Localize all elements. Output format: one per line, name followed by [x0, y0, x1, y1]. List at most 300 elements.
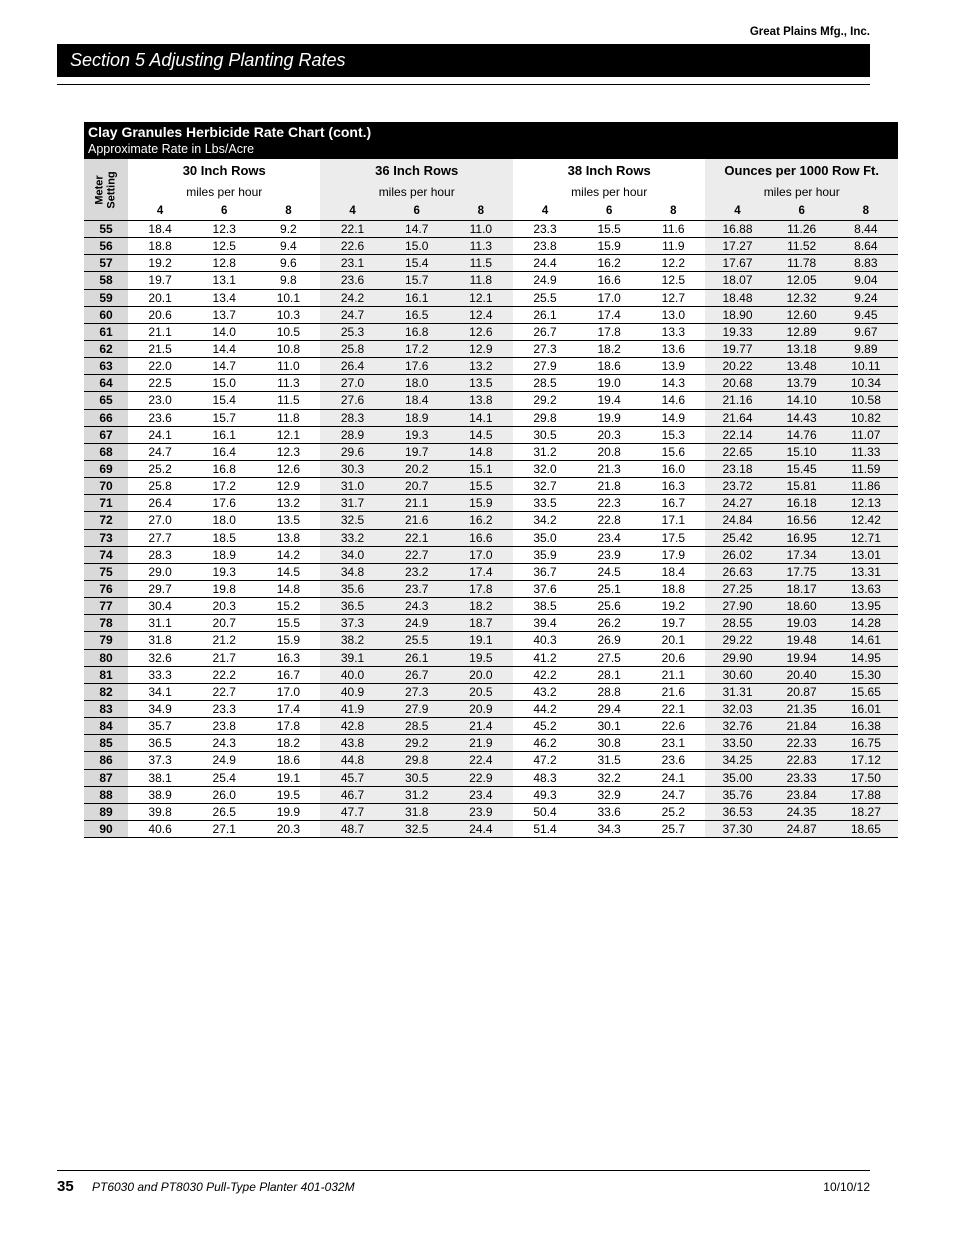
rate-cell: 12.3	[256, 443, 320, 460]
rate-cell: 28.5	[385, 718, 449, 735]
rate-cell: 30.8	[577, 735, 641, 752]
rate-cell: 26.63	[705, 563, 769, 580]
rate-cell: 18.27	[834, 803, 898, 820]
rate-cell: 15.0	[192, 375, 256, 392]
rate-cell: 21.16	[705, 392, 769, 409]
rate-cell: 23.33	[770, 769, 834, 786]
rate-cell: 13.79	[770, 375, 834, 392]
meter-setting-cell: 84	[84, 718, 128, 735]
rate-cell: 26.2	[577, 615, 641, 632]
rate-cell: 25.1	[577, 580, 641, 597]
rate-cell: 25.42	[705, 529, 769, 546]
rate-cell: 38.9	[128, 786, 192, 803]
rate-cell: 17.34	[770, 546, 834, 563]
rate-cell: 15.3	[641, 426, 705, 443]
rate-cell: 13.95	[834, 598, 898, 615]
rate-cell: 30.1	[577, 718, 641, 735]
table-row	[84, 803, 898, 820]
table-row	[84, 598, 898, 615]
rate-cell: 17.5	[641, 529, 705, 546]
meter-setting-cell: 63	[84, 358, 128, 375]
meter-setting-cell: 62	[84, 340, 128, 357]
rate-cell: 24.27	[705, 495, 769, 512]
meter-setting-cell: 65	[84, 392, 128, 409]
rate-cell: 47.7	[320, 803, 384, 820]
rate-cell: 11.5	[256, 392, 320, 409]
rate-cell: 34.25	[705, 752, 769, 769]
rate-cell: 19.8	[192, 580, 256, 597]
rate-cell: 23.18	[705, 460, 769, 477]
meter-setting-cell: 75	[84, 563, 128, 580]
meter-setting-cell: 78	[84, 615, 128, 632]
rate-cell: 24.3	[385, 598, 449, 615]
rate-cell: 11.07	[834, 426, 898, 443]
table-row	[84, 426, 898, 443]
rate-cell: 29.2	[385, 735, 449, 752]
rate-cell: 15.2	[256, 598, 320, 615]
rate-cell: 13.2	[449, 358, 513, 375]
rate-cell: 20.68	[705, 375, 769, 392]
rate-cell: 23.6	[128, 409, 192, 426]
rate-cell: 9.04	[834, 272, 898, 289]
rate-cell: 16.4	[192, 443, 256, 460]
rate-cell: 31.5	[577, 752, 641, 769]
table-row	[84, 718, 898, 735]
rate-cell: 29.8	[513, 409, 577, 426]
rate-cell: 12.5	[192, 238, 256, 255]
chart-subtitle: Approximate Rate in Lbs/Acre	[88, 142, 255, 156]
rate-cell: 13.5	[256, 512, 320, 529]
rate-cell: 18.4	[385, 392, 449, 409]
rate-cell: 18.7	[449, 615, 513, 632]
rate-cell: 17.6	[192, 495, 256, 512]
rate-cell: 23.9	[449, 803, 513, 820]
meter-setting-cell: 85	[84, 735, 128, 752]
rate-cell: 17.50	[834, 769, 898, 786]
rate-cell: 10.58	[834, 392, 898, 409]
rate-cell: 26.1	[385, 649, 449, 666]
group-header-38-inch: 38 Inch Rows	[567, 163, 651, 178]
table-row	[84, 700, 898, 717]
rate-cell: 22.7	[192, 683, 256, 700]
rate-cell: 17.0	[577, 289, 641, 306]
rate-cell: 13.1	[192, 272, 256, 289]
rate-cell: 13.18	[770, 340, 834, 357]
section-title: Section 5 Adjusting Planting Rates	[57, 44, 870, 77]
rate-cell: 14.3	[641, 375, 705, 392]
rate-cell: 14.6	[641, 392, 705, 409]
section-divider	[57, 84, 870, 85]
table-row	[84, 769, 898, 786]
rate-cell: 30.4	[128, 598, 192, 615]
rate-cell: 24.9	[192, 752, 256, 769]
rate-cell: 21.6	[641, 683, 705, 700]
rate-cell: 18.0	[192, 512, 256, 529]
rate-cell: 38.2	[320, 632, 384, 649]
rate-cell: 11.86	[834, 478, 898, 495]
rate-cell: 20.2	[385, 460, 449, 477]
meter-setting-cell: 58	[84, 272, 128, 289]
rate-cell: 9.6	[256, 255, 320, 272]
rate-cell: 16.18	[770, 495, 834, 512]
rate-cell: 17.4	[577, 306, 641, 323]
rate-cell: 15.6	[641, 443, 705, 460]
rate-cell: 11.78	[770, 255, 834, 272]
rate-cell: 11.8	[449, 272, 513, 289]
rate-cell: 41.2	[513, 649, 577, 666]
meter-setting-cell: 64	[84, 375, 128, 392]
rate-cell: 22.9	[449, 769, 513, 786]
rate-cell: 22.2	[192, 666, 256, 683]
rate-cell: 37.30	[705, 820, 769, 837]
rate-cell: 22.6	[320, 238, 384, 255]
rate-cell: 15.4	[192, 392, 256, 409]
rate-cell: 32.5	[320, 512, 384, 529]
rate-cell: 16.8	[385, 323, 449, 340]
table-row	[84, 735, 898, 752]
rate-cell: 33.5	[513, 495, 577, 512]
rate-cell: 16.75	[834, 735, 898, 752]
rate-cell: 24.9	[513, 272, 577, 289]
table-row	[84, 478, 898, 495]
rate-cell: 14.5	[256, 563, 320, 580]
rate-cell: 12.8	[192, 255, 256, 272]
rate-cell: 27.3	[385, 683, 449, 700]
rate-cell: 14.28	[834, 615, 898, 632]
rate-cell: 19.0	[577, 375, 641, 392]
rate-cell: 25.8	[320, 340, 384, 357]
page-number: 35	[57, 1178, 74, 1195]
table-row	[84, 340, 898, 357]
rate-cell: 21.84	[770, 718, 834, 735]
rate-cell: 14.4	[192, 340, 256, 357]
rate-cell: 12.71	[834, 529, 898, 546]
speed-header: 4	[320, 201, 384, 221]
rate-cell: 10.5	[256, 323, 320, 340]
rate-cell: 23.7	[385, 580, 449, 597]
rate-cell: 20.9	[449, 700, 513, 717]
rate-cell: 24.7	[128, 443, 192, 460]
rate-cell: 19.9	[256, 803, 320, 820]
rate-cell: 12.05	[770, 272, 834, 289]
rate-cell: 14.0	[192, 323, 256, 340]
rate-cell: 33.3	[128, 666, 192, 683]
rate-cell: 32.03	[705, 700, 769, 717]
rate-cell: 34.1	[128, 683, 192, 700]
rate-cell: 18.90	[705, 306, 769, 323]
rate-cell: 20.6	[641, 649, 705, 666]
rate-cell: 25.2	[128, 460, 192, 477]
rate-cell: 12.1	[449, 289, 513, 306]
rate-cell: 17.27	[705, 238, 769, 255]
rate-cell: 49.3	[513, 786, 577, 803]
meter-setting-cell: 87	[84, 769, 128, 786]
speed-header: 6	[577, 201, 641, 221]
rate-cell: 28.9	[320, 426, 384, 443]
rate-cell: 31.8	[128, 632, 192, 649]
rate-cell: 15.7	[385, 272, 449, 289]
rate-cell: 21.1	[128, 323, 192, 340]
rate-cell: 22.1	[385, 529, 449, 546]
group-header-ounces: Ounces per 1000 Row Ft.	[705, 159, 898, 182]
rate-table-body	[84, 221, 898, 838]
rate-cell: 19.1	[256, 769, 320, 786]
rate-cell: 11.8	[256, 409, 320, 426]
table-row	[84, 272, 898, 289]
rate-cell: 10.34	[834, 375, 898, 392]
rate-cell: 14.7	[385, 221, 449, 238]
rate-cell: 30.60	[705, 666, 769, 683]
table-row	[84, 443, 898, 460]
speed-header: 4	[513, 201, 577, 221]
rate-cell: 9.45	[834, 306, 898, 323]
rate-cell: 39.1	[320, 649, 384, 666]
rate-cell: 35.7	[128, 718, 192, 735]
rate-cell: 13.01	[834, 546, 898, 563]
rate-cell: 15.1	[449, 460, 513, 477]
meter-setting-cell: 56	[84, 238, 128, 255]
rate-cell: 10.82	[834, 409, 898, 426]
table-row	[84, 221, 898, 238]
rate-cell: 14.9	[641, 409, 705, 426]
rate-cell: 21.2	[192, 632, 256, 649]
rate-cell: 16.01	[834, 700, 898, 717]
rate-cell: 22.3	[577, 495, 641, 512]
table-row	[84, 255, 898, 272]
rate-cell: 29.2	[513, 392, 577, 409]
rate-cell: 19.1	[449, 632, 513, 649]
rate-cell: 28.3	[320, 409, 384, 426]
rate-cell: 19.7	[128, 272, 192, 289]
rate-cell: 27.9	[385, 700, 449, 717]
rate-cell: 37.6	[513, 580, 577, 597]
rate-cell: 26.7	[513, 323, 577, 340]
rate-cell: 20.0	[449, 666, 513, 683]
rate-cell: 15.9	[577, 238, 641, 255]
rate-cell: 38.1	[128, 769, 192, 786]
rate-cell: 23.6	[641, 752, 705, 769]
rate-cell: 45.7	[320, 769, 384, 786]
rate-cell: 20.87	[770, 683, 834, 700]
rate-cell: 16.6	[577, 272, 641, 289]
rate-cell: 11.9	[641, 238, 705, 255]
group-header-36-inch: 36 Inch Rows	[320, 159, 512, 182]
rate-cell: 30.5	[513, 426, 577, 443]
table-row	[84, 392, 898, 409]
rate-cell: 8.64	[834, 238, 898, 255]
rate-cell: 32.5	[385, 820, 449, 837]
rate-cell: 19.2	[128, 255, 192, 272]
meter-setting-cell: 66	[84, 409, 128, 426]
rate-cell: 46.2	[513, 735, 577, 752]
rate-cell: 42.8	[320, 718, 384, 735]
rate-cell: 17.75	[770, 563, 834, 580]
rate-cell: 15.5	[256, 615, 320, 632]
meter-label-line1: Meter	[94, 174, 106, 205]
meter-setting-cell: 60	[84, 306, 128, 323]
rate-cell: 11.59	[834, 460, 898, 477]
rate-cell: 11.3	[256, 375, 320, 392]
meter-setting-cell: 69	[84, 460, 128, 477]
rate-cell: 9.24	[834, 289, 898, 306]
rate-cell: 14.95	[834, 649, 898, 666]
rate-cell: 28.5	[513, 375, 577, 392]
rate-cell: 16.1	[192, 426, 256, 443]
chart-title: Clay Granules Herbicide Rate Chart (cont.)	[88, 124, 372, 140]
meter-setting-cell: 68	[84, 443, 128, 460]
rate-cell: 15.81	[770, 478, 834, 495]
rate-cell: 15.45	[770, 460, 834, 477]
rate-cell: 46.7	[320, 786, 384, 803]
rate-cell: 34.3	[577, 820, 641, 837]
rate-cell: 18.48	[705, 289, 769, 306]
rate-cell: 12.6	[256, 460, 320, 477]
rate-cell: 20.1	[641, 632, 705, 649]
rate-cell: 29.0	[128, 563, 192, 580]
meter-setting-cell: 82	[84, 683, 128, 700]
rate-cell: 12.5	[641, 272, 705, 289]
rate-cell: 17.88	[834, 786, 898, 803]
rate-cell: 15.7	[192, 409, 256, 426]
rate-cell: 21.1	[385, 495, 449, 512]
rate-cell: 12.60	[770, 306, 834, 323]
rate-cell: 18.6	[256, 752, 320, 769]
rate-cell: 32.9	[577, 786, 641, 803]
rate-cell: 32.76	[705, 718, 769, 735]
meter-setting-cell: 73	[84, 529, 128, 546]
rate-cell: 35.9	[513, 546, 577, 563]
rate-cell: 18.60	[770, 598, 834, 615]
rate-cell: 26.1	[513, 306, 577, 323]
rate-cell: 31.2	[385, 786, 449, 803]
rate-cell: 21.6	[385, 512, 449, 529]
rate-cell: 20.7	[385, 478, 449, 495]
rate-cell: 27.6	[320, 392, 384, 409]
rate-cell: 31.7	[320, 495, 384, 512]
rate-cell: 13.4	[192, 289, 256, 306]
rate-cell: 26.5	[192, 803, 256, 820]
meter-setting-cell: 77	[84, 598, 128, 615]
rate-cell: 11.52	[770, 238, 834, 255]
rate-cell: 18.2	[449, 598, 513, 615]
rate-cell: 15.9	[256, 632, 320, 649]
rate-cell: 17.6	[385, 358, 449, 375]
rate-cell: 10.8	[256, 340, 320, 357]
rate-cell: 16.7	[641, 495, 705, 512]
rate-cell: 20.6	[128, 306, 192, 323]
rate-cell: 20.1	[128, 289, 192, 306]
rate-cell: 26.9	[577, 632, 641, 649]
rate-cell: 9.67	[834, 323, 898, 340]
rate-cell: 17.4	[256, 700, 320, 717]
rate-cell: 23.4	[577, 529, 641, 546]
rate-cell: 20.40	[770, 666, 834, 683]
meter-setting-cell: 86	[84, 752, 128, 769]
rate-cell: 20.8	[577, 443, 641, 460]
rate-cell: 35.6	[320, 580, 384, 597]
rate-cell: 51.4	[513, 820, 577, 837]
rate-cell: 36.53	[705, 803, 769, 820]
speed-header: 8	[834, 201, 898, 221]
rate-cell: 14.8	[449, 443, 513, 460]
table-row	[84, 683, 898, 700]
table-row	[84, 495, 898, 512]
rate-cell: 15.0	[385, 238, 449, 255]
rate-cell: 14.10	[770, 392, 834, 409]
rate-cell: 13.5	[449, 375, 513, 392]
rate-cell: 20.22	[705, 358, 769, 375]
rate-cell: 39.4	[513, 615, 577, 632]
rate-cell: 24.35	[770, 803, 834, 820]
meter-label-line2: Setting	[106, 170, 118, 209]
rate-cell: 18.2	[577, 340, 641, 357]
meter-setting-cell: 72	[84, 512, 128, 529]
rate-cell: 25.3	[320, 323, 384, 340]
rate-cell: 23.72	[705, 478, 769, 495]
rate-cell: 30.3	[320, 460, 384, 477]
table-row	[84, 238, 898, 255]
table-row	[84, 615, 898, 632]
rate-cell: 15.4	[385, 255, 449, 272]
rate-cell: 28.3	[128, 546, 192, 563]
rate-cell: 17.12	[834, 752, 898, 769]
rate-cell: 28.8	[577, 683, 641, 700]
rate-cell: 16.2	[577, 255, 641, 272]
table-row	[84, 820, 898, 837]
rate-cell: 13.6	[641, 340, 705, 357]
rate-cell: 38.5	[513, 598, 577, 615]
rate-cell: 24.4	[513, 255, 577, 272]
company-name: Great Plains Mfg., Inc.	[749, 26, 870, 38]
rate-cell: 19.33	[705, 323, 769, 340]
rate-cell: 9.4	[256, 238, 320, 255]
rate-cell: 23.6	[320, 272, 384, 289]
rate-cell: 29.90	[705, 649, 769, 666]
rate-cell: 14.43	[770, 409, 834, 426]
group-header-30-inch: 30 Inch Rows	[182, 163, 266, 178]
rate-cell: 26.02	[705, 546, 769, 563]
rate-cell: 27.7	[128, 529, 192, 546]
rate-cell: 18.4	[641, 563, 705, 580]
rate-cell: 48.7	[320, 820, 384, 837]
rate-cell: 23.9	[577, 546, 641, 563]
rate-cell: 20.3	[577, 426, 641, 443]
rate-cell: 17.8	[577, 323, 641, 340]
speed-header: 8	[256, 201, 320, 221]
rate-cell: 28.55	[705, 615, 769, 632]
rate-cell: 14.1	[449, 409, 513, 426]
group-unit: miles per hour	[705, 182, 898, 201]
rate-cell: 13.3	[641, 323, 705, 340]
rate-cell: 36.5	[320, 598, 384, 615]
rate-cell: 33.50	[705, 735, 769, 752]
rate-cell: 10.3	[256, 306, 320, 323]
rate-cell: 15.9	[449, 495, 513, 512]
rate-cell: 29.8	[385, 752, 449, 769]
table-row	[84, 409, 898, 426]
group-unit: miles per hour	[320, 182, 512, 201]
speed-header: 6	[770, 201, 834, 221]
rate-cell: 24.84	[705, 512, 769, 529]
rate-cell: 16.0	[641, 460, 705, 477]
rate-cell: 22.33	[770, 735, 834, 752]
rate-cell: 27.1	[192, 820, 256, 837]
rate-cell: 26.7	[385, 666, 449, 683]
rate-cell: 23.1	[320, 255, 384, 272]
rate-cell: 18.17	[770, 580, 834, 597]
meter-setting-cell: 76	[84, 580, 128, 597]
rate-cell: 19.3	[385, 426, 449, 443]
